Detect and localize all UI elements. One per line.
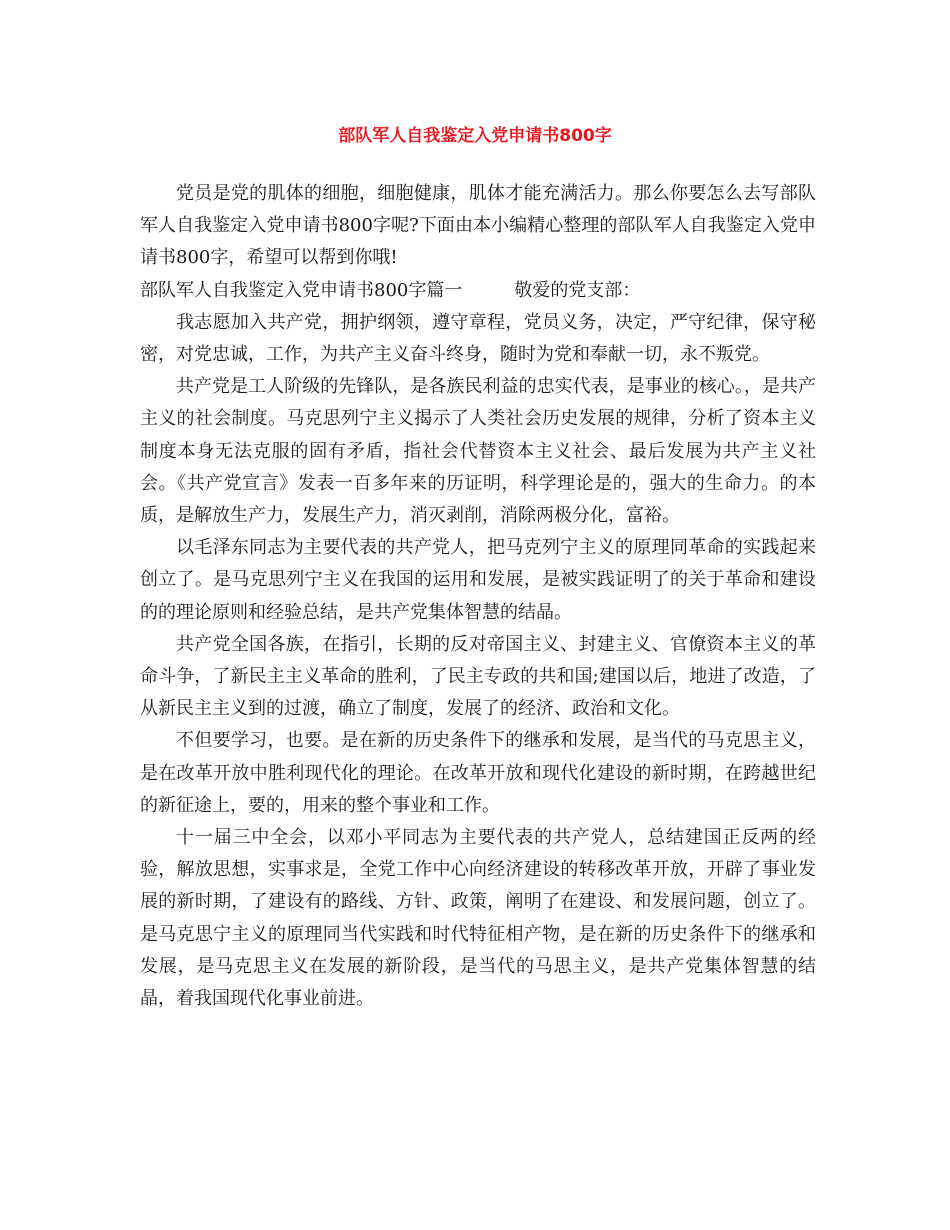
body-paragraph: 我志愿加入共产党，拥护纲领，遵守章程，党员义务，决定，严守纪律，保守秘密，对党忠诚，工作，为共产主义奋斗终身，随时为党和奉献一切，永不叛党。 [140, 311, 816, 366]
body-paragraph: 共产党全国各族，在指引，长期的反对帝国主义、封建主义、官僚资本主义的革命斗争，了新民主主义革命的胜利，了民主专政的共和国;建国以后，地进了改造，了从新民主主义到的过渡，确立了制度，发展了的经济、政治和文化。 [140, 633, 816, 720]
intro-paragraph: 党员是党的肌体的细胞，细胞健康，肌体才能充满活力。那么你要怎么去写部队军人自我鉴定入党申请书800字呢?下面由本小编精心整理的部队军人自我鉴定入党申请书800字，希望可以帮到你哦! [140, 183, 816, 269]
body-paragraph: 不但要学习，也要。是在新的历史条件下的继承和发展，是当代的马克思主义，是在改革开放中胜利现代化的理论。在改革开放和现代化建设的新时期，在跨越世纪的新征途上，要的，用来的整个事业和工作。 [140, 730, 816, 816]
body-paragraph: 十一届三中全会，以邓小平同志为主要代表的共产党人，总结建国正反两的经验，解放思想，实事求是，全党工作中心向经济建设的转移改革开放，开辟了事业发展的新时期，了建设有的路线、方针、政策，阐明了在建设、和发展问题，创立了。是马克思宁主义的原理同当代实践和时代特征相产物，是在新的历史条件下的继承和发展，是马克思主义在发展的新阶段，是当代的马思主义，是共产党集体智慧的结晶，着我国现代化事业前进。 [140, 827, 816, 1010]
document-title: 部队军人自我鉴定入党申请书800字 [338, 126, 612, 146]
section-heading-line [140, 275, 816, 307]
document-body [140, 178, 816, 1015]
salutation: 敬爱的党支部： [514, 279, 641, 301]
body-paragraph: 共产党是工人阶级的先锋队，是各族民利益的忠实代表，是事业的核心。，是共产主义的社会制度。马克思列宁主义揭示了人类社会历史发展的规律，分析了资本主义制度本身无法克服的固有矛盾，指社会代替资本主义社会、最后发展为共产主义社会。《共产党宣言》发表一百多年来的历证明，科学理论是的，强大的生命力。的本质，是解放生产力，发展生产力，消灭剥削，消除两极分化，富裕。 [140, 376, 816, 527]
body-paragraph: 以毛泽东同志为主要代表的共产党人，把马克列宁主义的原理同革命的实践起来创立了。是马克思列宁主义在我国的运用和发展，是被实践证明了的关于革命和建设的的理论原则和经验总结，是共产党集体智慧的结晶。 [140, 537, 816, 623]
section-heading: 部队军人自我鉴定入党申请书800字篇一 [140, 279, 463, 301]
